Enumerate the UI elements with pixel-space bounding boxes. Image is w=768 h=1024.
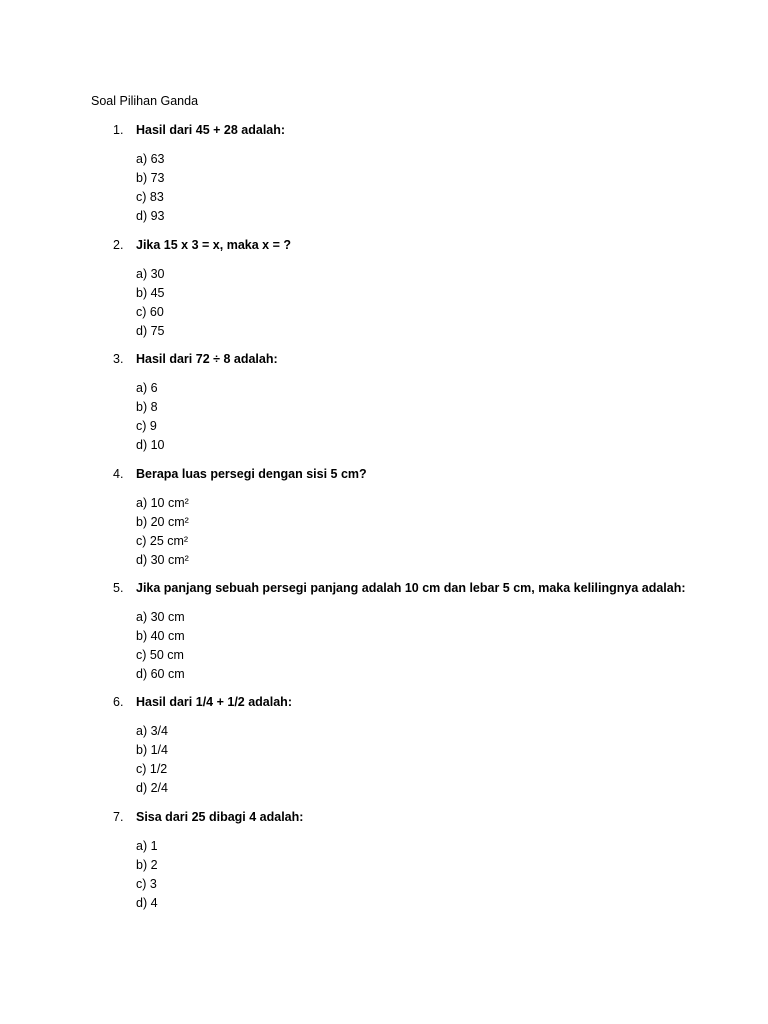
answer-options: [136, 837, 158, 913]
answer-option: c) 9: [136, 419, 157, 433]
question-number: 2.: [113, 238, 124, 252]
question-item: [0, 808, 768, 910]
question-text: Jika panjang sebuah persegi panjang adalah 10 cm dan lebar 5 cm, maka kelilingnya adalah:: [136, 581, 686, 595]
answer-option: b) 73: [136, 171, 165, 185]
answer-option: c) 60: [136, 305, 164, 319]
question-header: [0, 465, 768, 484]
answer-option: a) 30: [136, 267, 165, 281]
answer-option: b) 40 cm: [136, 629, 185, 643]
answer-option: b) 45: [136, 286, 165, 300]
answer-option: c) 83: [136, 190, 164, 204]
question-number: 1.: [113, 123, 124, 137]
answer-option: c) 25 cm²: [136, 534, 189, 548]
question-number: 5.: [113, 581, 124, 595]
page-title: Soal Pilihan Ganda: [91, 94, 199, 108]
question-text: Hasil dari 1/4 + 1/2 adalah:: [136, 695, 292, 709]
answer-option: d) 4: [136, 896, 158, 910]
answer-options: [136, 150, 165, 226]
question-item: [0, 236, 768, 338]
answer-options: [136, 494, 189, 570]
question-item: [0, 350, 768, 452]
question-item: [0, 693, 768, 795]
answer-option: a) 10 cm²: [136, 496, 189, 510]
question-header: [0, 693, 768, 712]
answer-option: a) 30 cm: [136, 610, 185, 624]
question-number: 6.: [113, 695, 124, 709]
answer-option: b) 2: [136, 858, 158, 872]
answer-options: [136, 379, 165, 455]
answer-option: c) 50 cm: [136, 648, 184, 662]
answer-options: [136, 265, 165, 341]
question-item: [0, 121, 768, 223]
question-number: 7.: [113, 810, 124, 824]
answer-options: [136, 608, 185, 684]
question-text: Hasil dari 72 ÷ 8 adalah:: [136, 352, 278, 366]
question-header: [0, 350, 768, 369]
question-header: [0, 808, 768, 827]
answer-option: d) 60 cm: [136, 667, 185, 681]
answer-option: b) 8: [136, 400, 158, 414]
answer-option: c) 3: [136, 877, 157, 891]
answer-option: a) 63: [136, 152, 165, 166]
question-text: Berapa luas persegi dengan sisi 5 cm?: [136, 467, 367, 481]
answer-option: d) 10: [136, 438, 165, 452]
answer-option: d) 30 cm²: [136, 553, 189, 567]
question-header: [0, 121, 768, 140]
question-text: Hasil dari 45 + 28 adalah:: [136, 123, 286, 137]
question-header: [0, 236, 768, 255]
question-text: Sisa dari 25 dibagi 4 adalah:: [136, 810, 304, 824]
question-item: [0, 465, 768, 567]
answer-option: d) 93: [136, 209, 165, 223]
answer-option: d) 75: [136, 324, 165, 338]
question-header: [0, 579, 768, 598]
answer-option: c) 1/2: [136, 762, 168, 776]
question-number: 3.: [113, 352, 124, 366]
answer-option: b) 20 cm²: [136, 515, 189, 529]
answer-option: b) 1/4: [136, 743, 168, 757]
question-number: 4.: [113, 467, 124, 481]
answer-option: d) 2/4: [136, 781, 168, 795]
question-item: [0, 579, 768, 681]
answer-option: a) 1: [136, 839, 158, 853]
answer-option: a) 6: [136, 381, 158, 395]
answer-option: a) 3/4: [136, 724, 168, 738]
question-text: Jika 15 x 3 = x, maka x = ?: [136, 238, 291, 252]
answer-options: [136, 722, 168, 798]
